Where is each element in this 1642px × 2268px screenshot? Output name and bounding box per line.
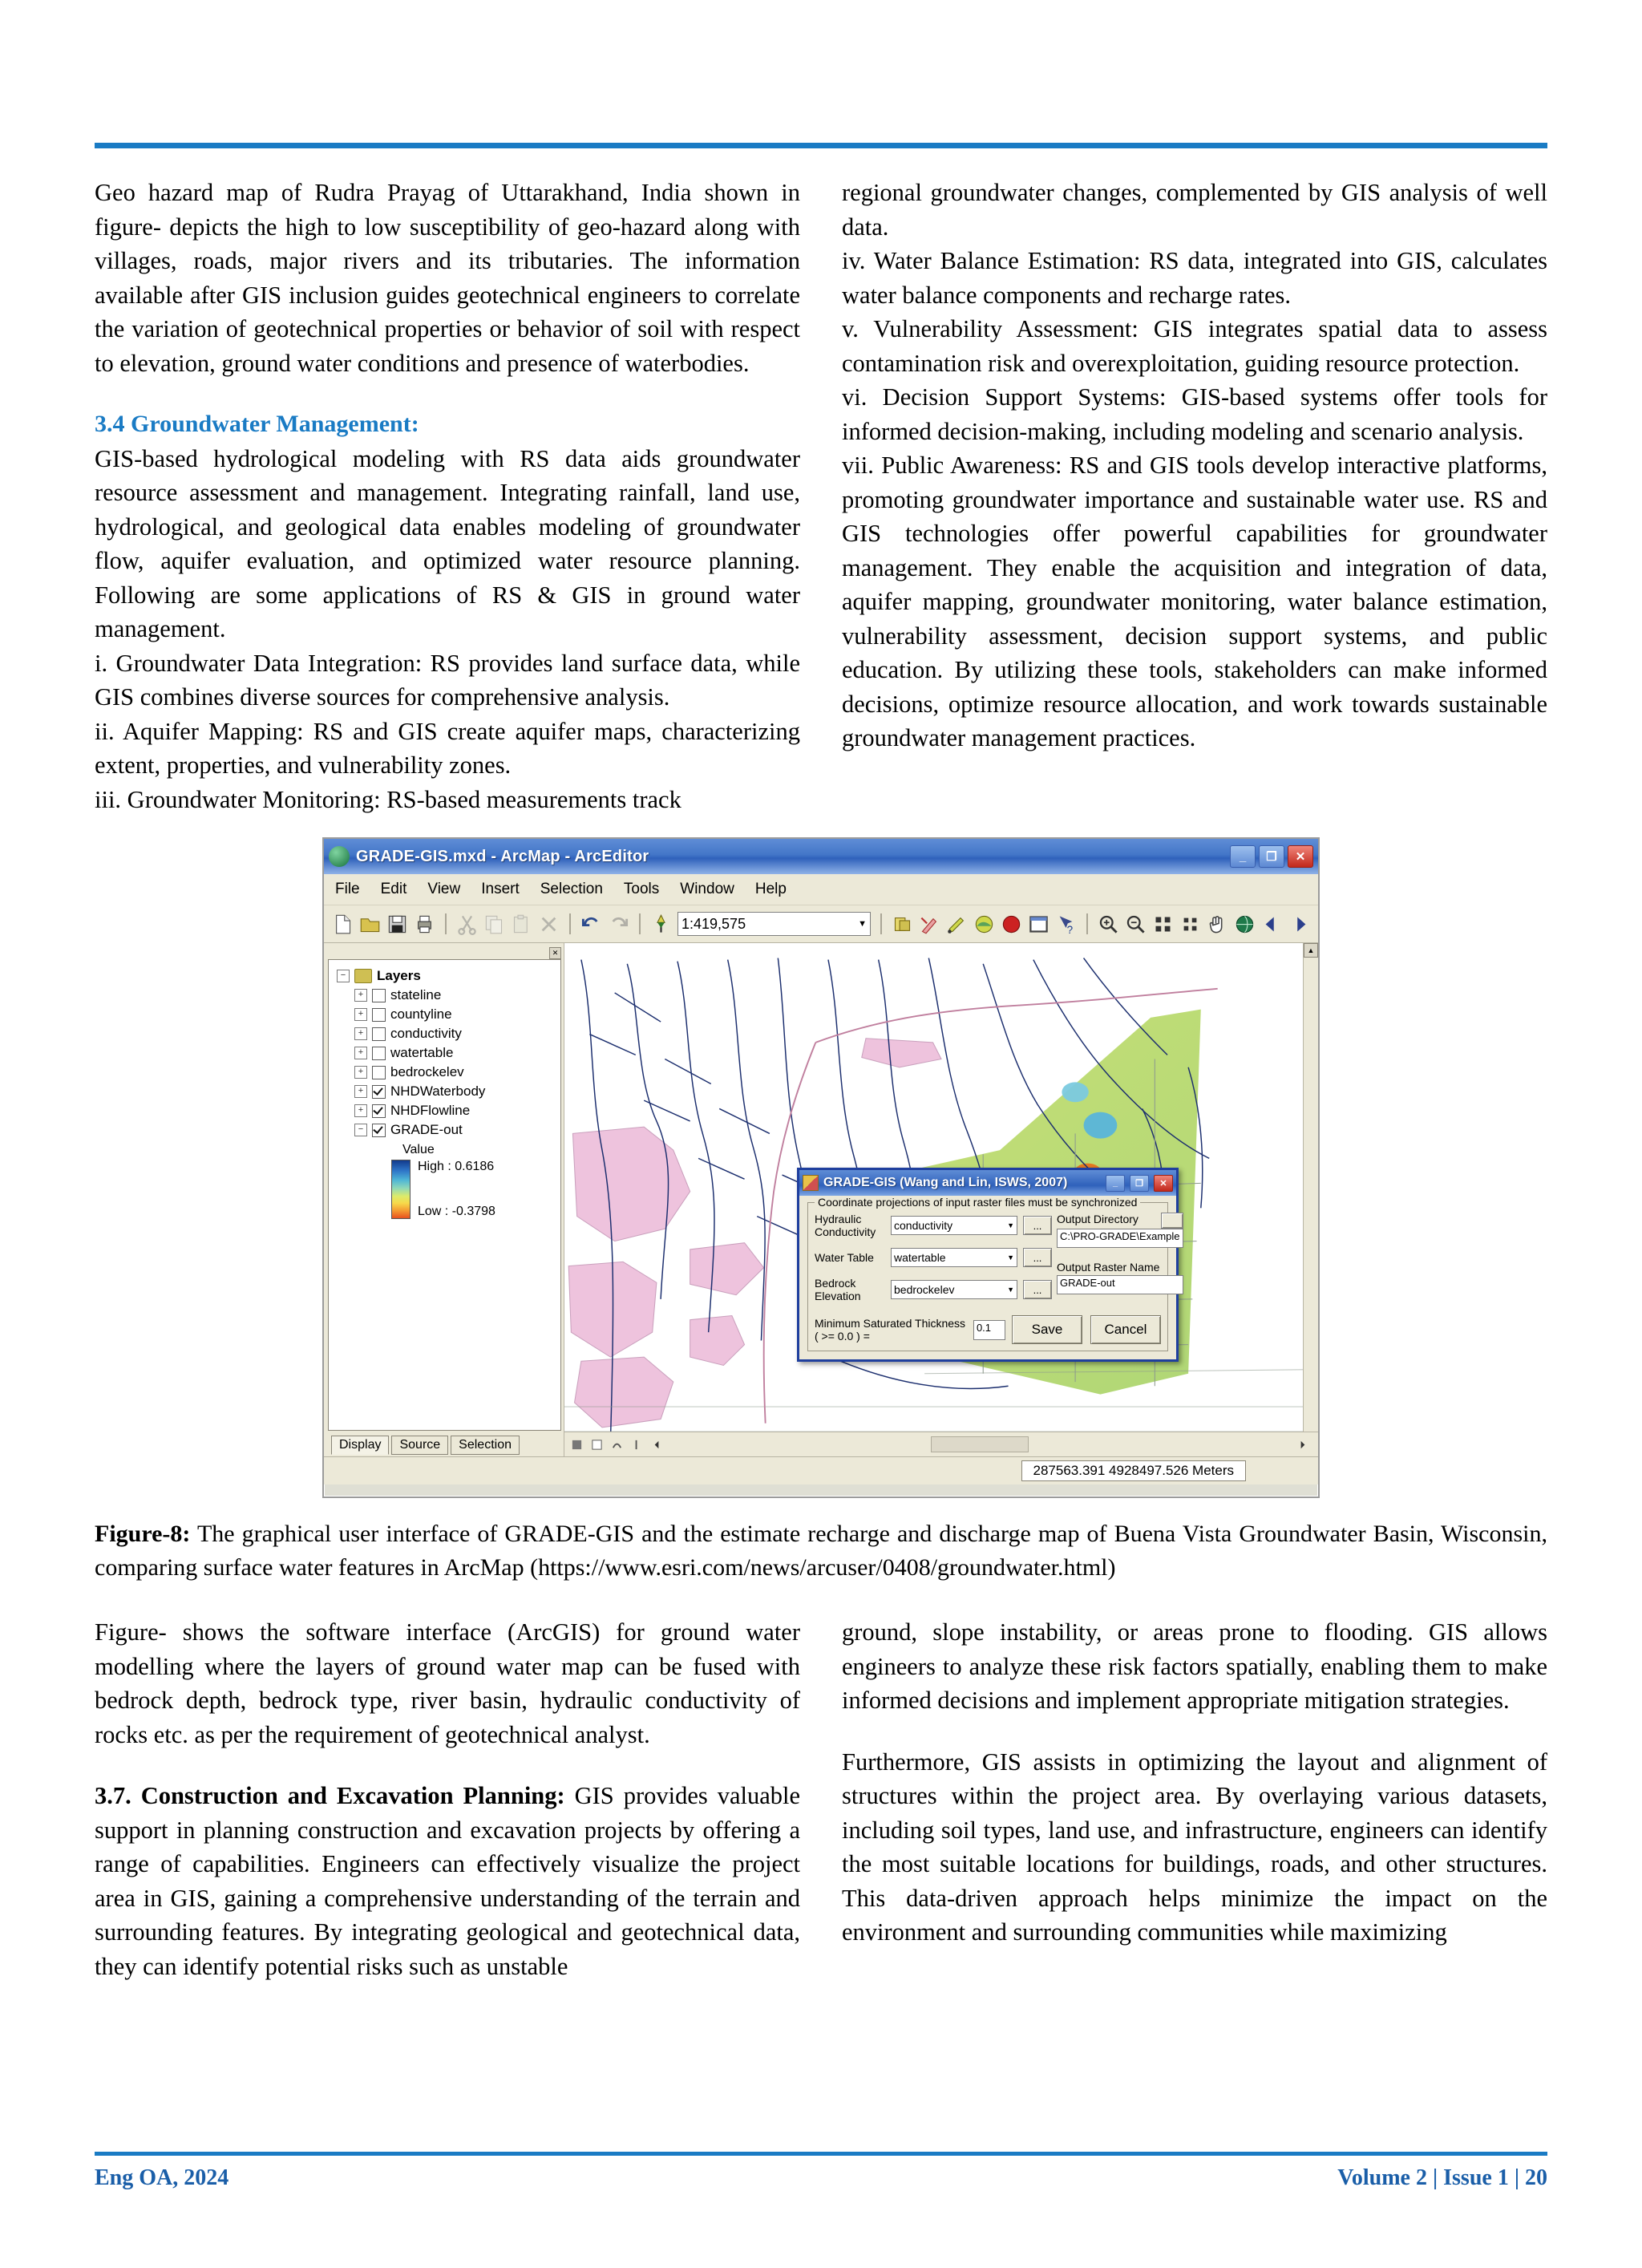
field-hydraulic-conductivity — [815, 1213, 1052, 1238]
editor-pushpin-icon[interactable] — [650, 913, 672, 935]
toolbar-separator — [1086, 913, 1088, 934]
arcmap-window-title: GRADE-GIS.mxd - ArcMap - ArcEditor — [356, 847, 649, 865]
list-item-iv: iv. Water Balance Estimation: RS data, integrated into GIS, calculates water balance components and recharge rates. — [842, 247, 1547, 309]
collapse-icon[interactable]: − — [337, 970, 350, 982]
layer-checkbox[interactable] — [372, 989, 386, 1002]
arcmap-window — [322, 837, 1320, 1498]
map-coordinates: 287563.391 4928497.526 Meters — [1021, 1460, 1246, 1481]
field-label — [815, 1277, 885, 1302]
folder-icon — [354, 969, 372, 983]
section-heading-3-7: 3.7. Construction and Excavation Planning: — [95, 1782, 565, 1809]
full-extent-globe-icon[interactable] — [1234, 913, 1256, 935]
arcmap-workarea — [324, 943, 1318, 1456]
toolbar-separator — [880, 913, 882, 934]
menu-view[interactable]: View — [427, 881, 461, 897]
figure-caption-prefix: Figure-8: — [95, 1521, 191, 1547]
previous-extent-icon[interactable] — [1261, 913, 1283, 935]
dialog-body — [799, 1196, 1180, 1359]
zoom-in-icon[interactable] — [1098, 913, 1119, 935]
delete-icon — [538, 913, 560, 935]
hydraulic-conductivity-combo[interactable] — [891, 1216, 1017, 1235]
top-two-column-text — [95, 176, 1547, 816]
toc-layer-tree — [328, 959, 561, 1431]
undo-icon[interactable] — [580, 913, 602, 935]
figure-8-image — [95, 837, 1547, 1498]
layout-view-icon[interactable] — [611, 1439, 623, 1451]
paragraph-continuation: regional groundwater changes, complemented by GIS analysis of well data. — [842, 179, 1547, 241]
save-button[interactable]: Save — [1012, 1315, 1082, 1344]
redo-icon — [608, 913, 629, 935]
layer-checkbox[interactable] — [372, 1066, 386, 1079]
menu-edit[interactable]: Edit — [380, 881, 407, 897]
field-label-line1: Hydraulic — [815, 1213, 862, 1225]
combo-value: conductivity — [894, 1219, 953, 1232]
sketch-tool-icon[interactable] — [946, 913, 968, 935]
list-item-v: v. Vulnerability Assessment: GIS integrates spatial data to assess contamination risk and overexploitation, guiding resource protection. — [842, 315, 1547, 377]
toc-root-label: Layers — [377, 968, 421, 983]
field-water-table — [815, 1248, 1052, 1267]
combo-value: bedrockelev — [894, 1283, 955, 1296]
open-folder-icon[interactable] — [359, 913, 381, 935]
tab-selection[interactable]: Selection — [451, 1436, 520, 1455]
dialog-app-icon — [803, 1175, 819, 1191]
browse-button[interactable]: ... — [1023, 1280, 1052, 1299]
field-label: Water Table — [815, 1251, 874, 1264]
output-directory-field[interactable]: C:\PRO-GRADE\Example — [1057, 1229, 1183, 1248]
footer-row — [95, 2165, 1547, 2191]
field-label-line2: Conductivity — [815, 1225, 876, 1238]
paste-icon — [511, 913, 532, 935]
fixed-zoom-out-icon[interactable] — [1179, 913, 1201, 935]
map-vertical-scrollbar[interactable] — [1303, 943, 1318, 1456]
layer-checkbox[interactable] — [372, 1124, 386, 1137]
zoom-out-icon[interactable] — [1125, 913, 1147, 935]
dialog-titlebar — [799, 1170, 1176, 1196]
field-label — [815, 1213, 885, 1238]
paragraph-geo-hazard: Geo hazard map of Rudra Prayag of Uttarakhand, India shown in figure- depicts the high to low susceptibility of geo-hazard along with villages, roads, major rivers and its tributaries. The information available after GIS inclusion guides geotechnical engineers to correlate the variation of geotechnical properties or behavior of soil with respect to elevation, ground water conditions and presence of waterbodies. — [95, 179, 800, 377]
figure-caption — [95, 1517, 1547, 1585]
section-3-7-text: GIS provides valuable support in planning construction and excavation projects by offering a range of capabilities. Engineers can effectively visualize the project area in GIS, gaining a comprehensive understanding of the terrain and surrounding features. By integrating geological and geotechnical data, they can identify potential risks such as unstable — [95, 1782, 800, 1980]
svg-text:?: ? — [1066, 923, 1074, 935]
layer-item-nhdflowline[interactable] — [332, 1101, 557, 1120]
editor-tool-icon[interactable] — [919, 913, 940, 935]
legend-ramp-row — [391, 1160, 557, 1219]
layer-item-bedrockelev[interactable] — [332, 1063, 557, 1082]
stop-editing-icon[interactable] — [1001, 913, 1022, 935]
menu-help[interactable]: Help — [754, 881, 787, 897]
tab-source[interactable]: Source — [391, 1436, 448, 1455]
paragraph-risk-factors: ground, slope instability, or areas prone to flooding. GIS allows engineers to analyze these risk factors spatially, enabling them to make informed decisions and implement appropriate mitigation strategies. — [842, 1618, 1547, 1714]
layer-checkbox[interactable] — [372, 1047, 386, 1060]
field-bedrock-elevation — [815, 1277, 1052, 1302]
output-directory-label: Output Directory — [1057, 1213, 1138, 1225]
scroll-right-icon[interactable] — [1296, 1439, 1308, 1451]
input-fields — [815, 1213, 1052, 1312]
paragraph-gis-hydro: GIS-based hydrological modeling with RS data aids groundwater resource assessment and management. Integrating rainfall, land use, hydrological, and geological data enables modeling of groundwater flow, aquifer evaluation, and optimized water resource planning. Following are some applications of RS & GIS in ground water management. — [95, 444, 800, 642]
close-icon[interactable]: ✕ — [1288, 845, 1313, 868]
maximize-icon[interactable]: ❐ — [1259, 845, 1284, 868]
table-of-contents-icon[interactable] — [1028, 913, 1050, 935]
dialog-title: GRADE-GIS (Wang and Lin, ISWS, 2007) — [823, 1176, 1068, 1189]
map-scale-combo[interactable] — [677, 912, 871, 936]
pan-hand-icon[interactable] — [1207, 913, 1228, 935]
data-view-icon[interactable] — [591, 1439, 603, 1451]
chevron-down-icon[interactable]: ▼ — [1007, 1221, 1014, 1229]
bottom-two-column-text — [95, 1615, 1547, 1983]
layer-item-nhdwaterbody[interactable] — [332, 1082, 557, 1101]
toolbar-separator — [445, 913, 447, 934]
expand-icon[interactable]: + — [354, 1085, 367, 1098]
arcmap-statusbar — [324, 1456, 1318, 1484]
print-icon[interactable] — [414, 913, 435, 935]
map-bottom-toolbar — [564, 1432, 1318, 1456]
minimize-icon[interactable]: _ — [1230, 845, 1256, 868]
toc-root-layers[interactable] — [332, 966, 557, 986]
list-item-ii: ii. Aquifer Mapping: RS and GIS create aquifer maps, characterizing extent, properties, and vulnerability zones. — [95, 717, 800, 779]
layer-label: GRADE-out — [390, 1122, 463, 1137]
footer-volume-issue-page: Volume 2 | Issue 1 | 20 — [1337, 2165, 1547, 2190]
figure-caption-text: The graphical user interface of GRADE-GIS and the estimate recharge and discharge map of Buena Vista Groundwater Basin, Wisconsin, comparing surface water features in ArcMap (https://www.esri.com/news/arcuser/0408/groundwater.html) — [95, 1521, 1547, 1581]
footer-rule — [95, 2152, 1547, 2156]
input-raster-group — [807, 1196, 1180, 1351]
layer-checkbox[interactable] — [372, 1085, 386, 1099]
browse-button[interactable]: ... — [1023, 1216, 1052, 1235]
layer-label: conductivity — [390, 1026, 462, 1041]
layer-label: NHDFlowline — [390, 1103, 471, 1118]
toc-tabs — [328, 1431, 561, 1456]
grade-gis-dialog — [797, 1168, 1179, 1362]
browse-button[interactable]: ... — [1023, 1248, 1052, 1267]
paragraph-3-7 — [95, 1779, 800, 1983]
page-footer — [95, 2152, 1547, 2191]
header-rule — [95, 143, 1547, 148]
raster-legend — [332, 1143, 557, 1219]
paragraph-figure-explanation: Figure- shows the software interface (ArcGIS) for ground water modelling where the layers of ground water map can be fused with bedrock depth, bedrock type, river basin, hydraulic conductivity of rocks etc. as per the requirement of geotechnical analyst. — [95, 1618, 800, 1748]
scroll-thumb[interactable] — [931, 1436, 1029, 1452]
legend-value-label: Value — [402, 1143, 435, 1156]
expand-icon[interactable]: + — [354, 1008, 367, 1021]
left-column-top — [95, 176, 800, 816]
color-ramp-icon — [391, 1160, 410, 1219]
layer-label: bedrockelev — [390, 1064, 464, 1079]
fixed-zoom-in-icon[interactable] — [1152, 913, 1174, 935]
right-column-top — [842, 176, 1547, 816]
left-column-bottom — [95, 1615, 800, 1983]
field-label-line1: Bedrock — [815, 1277, 856, 1290]
refresh-icon[interactable] — [631, 1439, 643, 1451]
layer-item-watertable[interactable] — [332, 1043, 557, 1063]
next-extent-icon[interactable] — [1288, 913, 1310, 935]
cut-icon — [456, 913, 478, 935]
layer-checkbox[interactable] — [372, 1104, 386, 1118]
section-heading-3-4: 3.4 Groundwater Management: — [95, 411, 419, 437]
layer-label: NHDWaterbody — [390, 1083, 486, 1099]
toolbar-separator — [639, 913, 641, 934]
toc-header — [328, 946, 561, 959]
identify-icon[interactable] — [1055, 913, 1077, 935]
layer-item-grade-out[interactable] — [332, 1120, 557, 1140]
chevron-down-icon[interactable]: ▼ — [1007, 1253, 1014, 1262]
menu-selection[interactable]: Selection — [540, 881, 603, 897]
dialog-close-icon[interactable]: ✕ — [1154, 1175, 1173, 1192]
layer-item-countyline[interactable] — [332, 1005, 557, 1024]
chevron-down-icon[interactable]: ▼ — [1007, 1286, 1014, 1294]
legend-high-label: High : 0.6186 — [418, 1160, 495, 1173]
new-document-icon[interactable] — [332, 913, 354, 935]
group-label: Coordinate projections of input raster files must be synchronized — [815, 1196, 1140, 1209]
footer-journal: Eng OA, 2024 — [95, 2165, 229, 2190]
add-data-icon[interactable] — [892, 913, 913, 935]
map-scale-value: 1:419,575 — [681, 915, 746, 932]
document-page — [0, 143, 1642, 2268]
expand-icon[interactable]: + — [354, 1047, 367, 1059]
spatial-analyst-icon[interactable] — [973, 913, 995, 935]
field-label-line2: Elevation — [815, 1290, 861, 1302]
tab-display[interactable]: Display — [331, 1436, 389, 1455]
output-fields — [1057, 1213, 1183, 1312]
collapse-icon[interactable]: − — [354, 1124, 367, 1136]
menu-window[interactable]: Window — [680, 881, 734, 897]
list-item-iii: iii. Groundwater Monitoring: RS-based measurements track — [95, 785, 681, 813]
list-item-vii: vii. Public Awareness: RS and GIS tools develop interactive platforms, promoting groundwater importance and sustainable water use. RS and GIS technologies offer powerful capabilities for groundwater management. They enable the acquisition and integration of data, aquifer mapping, groundwater monitoring, water balance estimation, vulnerability assessment, decision support systems, and public education. By utilizing these tools, stakeholders can make informed decisions, optimize resource allocation, and work towards sustainable groundwater management practices. — [842, 452, 1547, 751]
layer-label: watertable — [390, 1045, 454, 1060]
dialog-action-buttons — [1012, 1315, 1161, 1344]
right-column-bottom — [842, 1615, 1547, 1983]
layer-checkbox[interactable] — [372, 1027, 386, 1041]
expand-icon[interactable]: + — [354, 1027, 367, 1040]
output-raster-label: Output Raster Name — [1057, 1261, 1160, 1274]
arcmap-titlebar — [324, 839, 1318, 874]
window-controls — [1230, 845, 1313, 868]
save-icon[interactable] — [386, 913, 408, 935]
output-directory-browse-button[interactable] — [1161, 1213, 1183, 1229]
dialog-minimize-icon[interactable]: _ — [1106, 1175, 1125, 1192]
arcmap-globe-icon — [329, 846, 350, 867]
legend-labels — [418, 1160, 495, 1219]
output-raster-field[interactable]: GRADE-out — [1057, 1275, 1183, 1294]
combo-value: watertable — [894, 1251, 946, 1264]
chevron-down-icon[interactable]: ▼ — [858, 919, 867, 929]
water-table-combo[interactable] — [891, 1248, 1017, 1267]
layer-item-conductivity[interactable] — [332, 1024, 557, 1043]
layer-label: countyline — [390, 1006, 452, 1022]
min-saturated-thickness-row — [815, 1315, 1161, 1344]
cancel-button[interactable]: Cancel — [1090, 1315, 1161, 1344]
arcmap-toolbar — [324, 905, 1318, 943]
min-thickness-label: Minimum Saturated Thickness ( >= 0.0 ) = — [815, 1317, 966, 1343]
scroll-up-icon[interactable]: ▲ — [1304, 943, 1318, 958]
arcmap-menubar — [324, 874, 1318, 905]
expand-icon[interactable]: + — [354, 1066, 367, 1079]
table-of-contents-panel — [324, 943, 564, 1456]
toc-close-icon[interactable]: ✕ — [549, 947, 561, 959]
copy-icon — [483, 913, 505, 935]
list-item-vi: vi. Decision Support Systems: GIS-based systems offer tools for informed decision-making, including modeling and scenario analysis. — [842, 383, 1547, 445]
scroll-left-icon[interactable] — [651, 1439, 663, 1451]
bedrock-elevation-combo[interactable] — [891, 1280, 1017, 1299]
toolbar-separator — [569, 913, 571, 934]
list-item-i: i. Groundwater Data Integration: RS provides land surface data, while GIS combines diverse sources for comprehensive analysis. — [95, 649, 800, 711]
menu-file[interactable]: File — [335, 881, 360, 897]
draw-layer-icon[interactable] — [571, 1439, 583, 1451]
menu-insert[interactable]: Insert — [481, 881, 520, 897]
layer-checkbox[interactable] — [372, 1008, 386, 1022]
layer-item-stateline[interactable] — [332, 986, 557, 1005]
menu-tools[interactable]: Tools — [623, 881, 660, 897]
legend-low-label: Low : -0.3798 — [418, 1205, 495, 1218]
map-canvas[interactable] — [564, 943, 1318, 1456]
expand-icon[interactable]: + — [354, 989, 367, 1002]
min-thickness-input[interactable]: 0.1 — [973, 1320, 1005, 1340]
layer-label: stateline — [390, 987, 442, 1002]
paragraph-furthermore: Furthermore, GIS assists in optimizing the layout and alignment of structures within the project area. By overlaying various datasets, including soil types, land use, and infrastructure, engineers can identify the most suitable locations for buildings, roads, and other structures. This data-driven approach helps minimize the impact on the environment and surrounding communities while maximizing — [842, 1748, 1547, 1946]
dialog-maximize-icon[interactable]: ❐ — [1130, 1175, 1149, 1192]
expand-icon[interactable]: + — [354, 1104, 367, 1117]
